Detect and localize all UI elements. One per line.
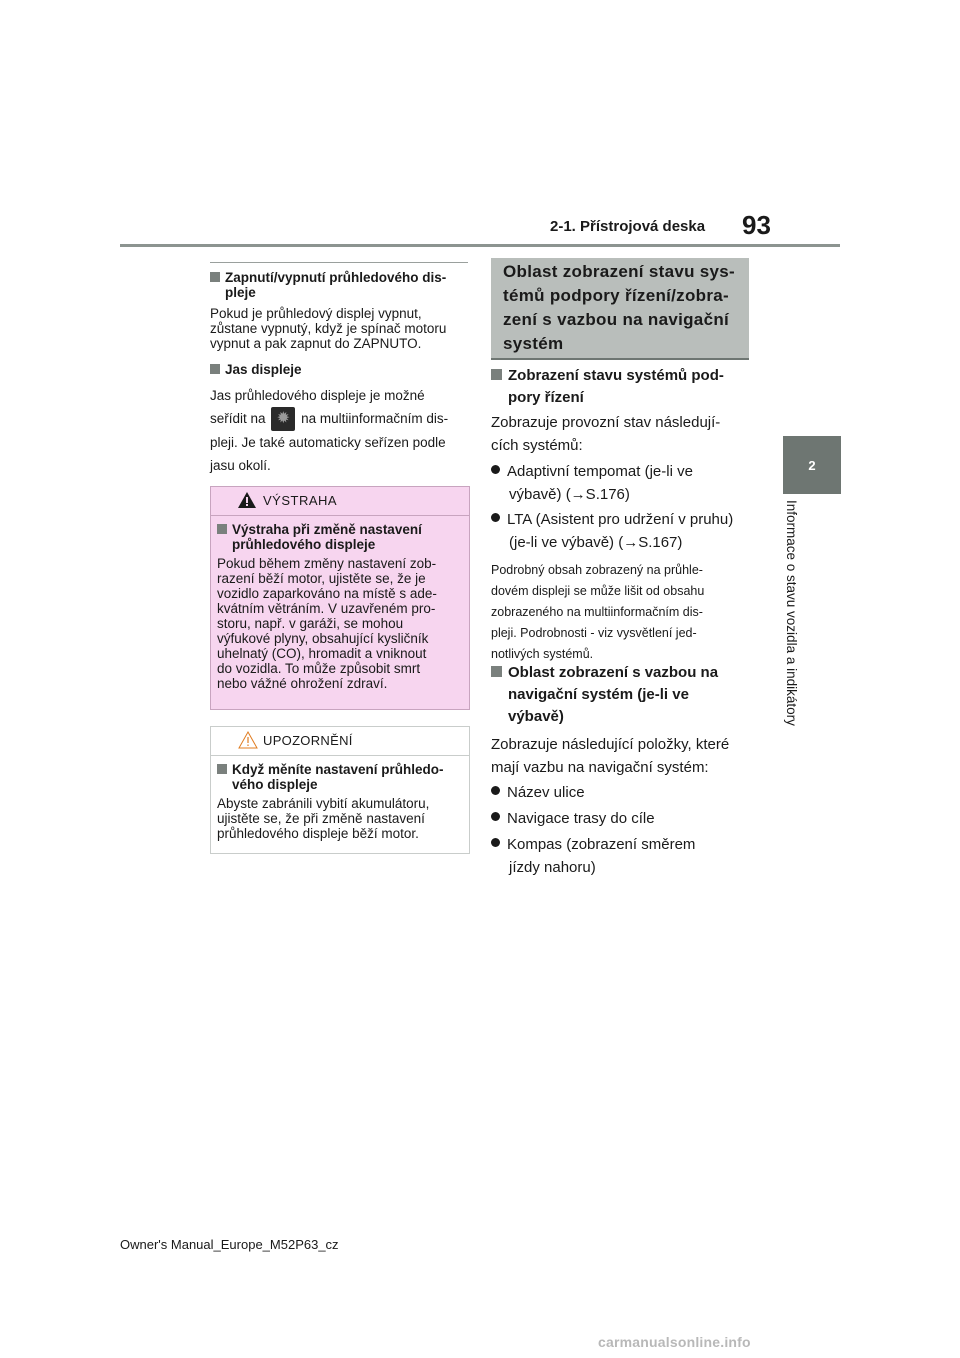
caution-label: UPOZORNĚNÍ [263, 733, 353, 748]
subheading-navigation-area: Oblast zobrazení s vazbou na navigační systém (je-li ve výbavě) [491, 662, 749, 728]
list-item: LTA (Asistent pro udržení v pruhu) (je-li ve výbavě) (→S.167) [491, 508, 749, 554]
chapter-title-vertical [784, 500, 806, 800]
page-reference-link[interactable]: výbavě) (→S.176) [509, 486, 630, 503]
bullet-dot-icon [491, 838, 500, 847]
watermark[interactable]: carmanualsonline.info [598, 1334, 751, 1350]
subheading-brightness: Jas displeje [210, 362, 468, 377]
header-rule [120, 244, 840, 247]
chapter-number: 2 [808, 457, 816, 473]
warning-body: Pokud během změny nastavení zob- razení běží motor, ujistěte se, že je vozidlo zaparkováno na místě s ade- kvátním větráním. V uzavřeném pro- storu, např. v garáži, se mohou výfukové plyny, obsahující kysličník uhelnatý (CO), hromadit a vniknout do vozidla. To může způsobit smrt nebo vážné ohrožení zdraví. [217, 556, 437, 691]
square-bullet-icon [491, 666, 502, 677]
list-item: Kompas (zobrazení směrem jízdy nahoru) [491, 833, 749, 879]
caution-heading: Když měníte nastavení průhledo- vého displeje [217, 762, 463, 792]
caution-body: Abyste zabránili vybití akumulátoru, ujistěte se, že při změně nastavení průhledového displeje běží motor. [217, 796, 430, 841]
square-bullet-icon [217, 524, 227, 534]
section-heading-box [491, 258, 749, 360]
section-heading: Oblast zobrazení stavu sys- témů podpory řízení/zobra- zení s vazbou na navigační systém [503, 262, 736, 353]
caution-header [211, 727, 469, 756]
bullet-dot-icon [491, 812, 500, 821]
bullet-dot-icon [491, 786, 500, 795]
list-item: Adaptivní tempomat (je-li ve výbavě) (→S.176) [491, 460, 749, 506]
page-reference-link[interactable]: (je-li ve výbavě) (→S.167) [509, 534, 683, 551]
square-bullet-icon [210, 364, 220, 374]
warning-heading: Výstraha při změně nastavení průhledového displeje [217, 522, 463, 552]
warning-label: VÝSTRAHA [263, 493, 338, 508]
paragraph-navigation: Zobrazuje následující položky, které mají vazbu na navigační systém: [491, 736, 730, 776]
caution-triangle-icon [238, 731, 258, 749]
square-bullet-icon [491, 369, 502, 380]
manual-id-footer: Owner's Manual_Europe_M52P63_cz [120, 1237, 339, 1252]
list-item: Název ulice [491, 781, 749, 804]
gear-icon: ✹ [271, 407, 295, 431]
warning-header [211, 487, 469, 516]
chapter-tab[interactable] [783, 436, 841, 494]
bullet-dot-icon [491, 513, 500, 522]
list-item: Navigace trasy do cíle [491, 807, 749, 830]
page-number: 93 [742, 210, 771, 240]
subheading-hud-on-off: Zapnutí/vypnutí průhledového dis- pleje [210, 270, 468, 300]
caution-box [210, 726, 470, 854]
square-bullet-icon [217, 764, 227, 774]
bullet-dot-icon [491, 465, 500, 474]
section-title: 2-1. Přístrojová deska [550, 218, 706, 235]
paragraph-driving-support: Zobrazuje provozní stav následují- cích systémů: [491, 414, 721, 454]
subheading-driving-support-status: Zobrazení stavu systémů pod- pory řízení [491, 365, 749, 409]
warning-triangle-icon [238, 492, 256, 508]
paragraph-brightness: Jas průhledového displeje je možné seřídit na ✹ na multiinformačním dis- pleji. Je také automaticky seřízen podle jasu okolí. [210, 388, 449, 474]
note-paragraph: Podrobný obsah zobrazený na průhle- dovém displeji se může lišit od obsahu zobrazeného na multiinformačním dis- pleji. Podrobnosti - viz vysvětlení jed- notlivých systémů. [491, 563, 705, 661]
left-column-rule [210, 262, 468, 263]
chapter-title: Informace o stavu vozidla a indikátory [784, 500, 799, 726]
square-bullet-icon [210, 272, 220, 282]
warning-box [210, 486, 470, 710]
paragraph-hud-on-off: Pokud je průhledový displej vypnut, zůstane vypnutý, když je spínač motoru vypnut a pak zapnut do ZAPNUTO. [210, 306, 447, 351]
